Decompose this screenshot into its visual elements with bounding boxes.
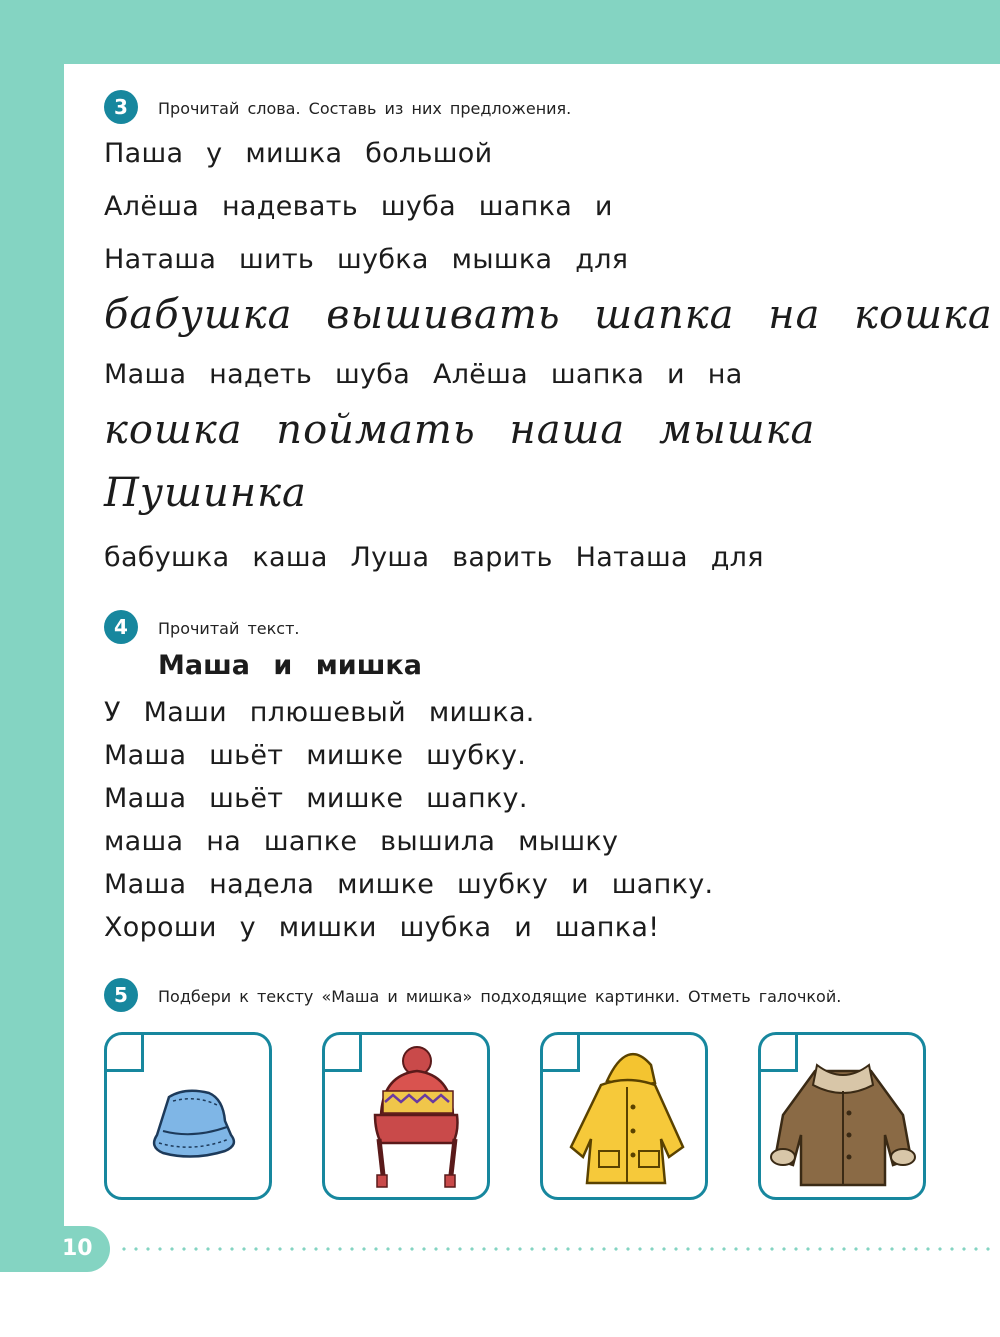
story-line-2: Маша шьёт мишке шубку. [104,740,527,771]
picture-checkbox-3[interactable] [540,1032,580,1072]
task-3-instruction: Прочитай слова. Составь из них предложения. [158,99,572,118]
picture-checkbox-2[interactable] [322,1032,362,1072]
task-3-line-1: Паша у мишка большой [104,138,493,169]
page-number: 10 [62,1236,93,1261]
story-line-6: Хороши у мишки шубка и шапка! [104,912,660,943]
picture-card-raincoat[interactable] [540,1032,708,1200]
footer-dotted-line [118,1247,998,1251]
task-3-script-line-3: Пушинка [104,470,307,516]
task-3-line-5: бабушка каша Луша варить Наташа для [104,542,764,573]
picture-card-fur-coat[interactable] [758,1032,926,1200]
picture-card-bucket-hat[interactable] [104,1032,272,1200]
picture-card-knit-hat[interactable] [322,1032,490,1200]
page-number-tab [0,1226,110,1272]
left-band [0,0,64,1240]
story-title: Маша и мишка [158,650,422,681]
story-line-3: Маша шьёт мишке шапку. [104,783,528,814]
task-3-script-line-2: кошка поймать наша мышка [104,407,816,453]
task-4-badge: 4 [104,610,138,644]
task-3-line-3: Наташа шить шубка мышка для [104,244,629,275]
task-4-instruction: Прочитай текст. [158,619,300,638]
story-line-1: У Маши плюшевый мишка. [104,697,535,728]
task-3-script-line-1: бабушка вышивать шапка на кошка [104,292,993,338]
task-3-badge: 3 [104,90,138,124]
story-line-4: маша на шапке вышила мышку [104,826,619,857]
picture-checkbox-4[interactable] [758,1032,798,1072]
task-5-badge: 5 [104,978,138,1012]
story-line-5: Маша надела мишке шубку и шапку. [104,869,714,900]
top-band [0,0,1000,64]
task-3-line-2: Алёша надевать шуба шапка и [104,191,613,222]
picture-checkbox-1[interactable] [104,1032,144,1072]
task-5-instruction: Подбери к тексту «Маша и мишка» подходящие картинки. Отметь галочкой. [158,987,842,1006]
task-3-line-4: Маша надеть шуба Алёша шапка и на [104,359,743,390]
